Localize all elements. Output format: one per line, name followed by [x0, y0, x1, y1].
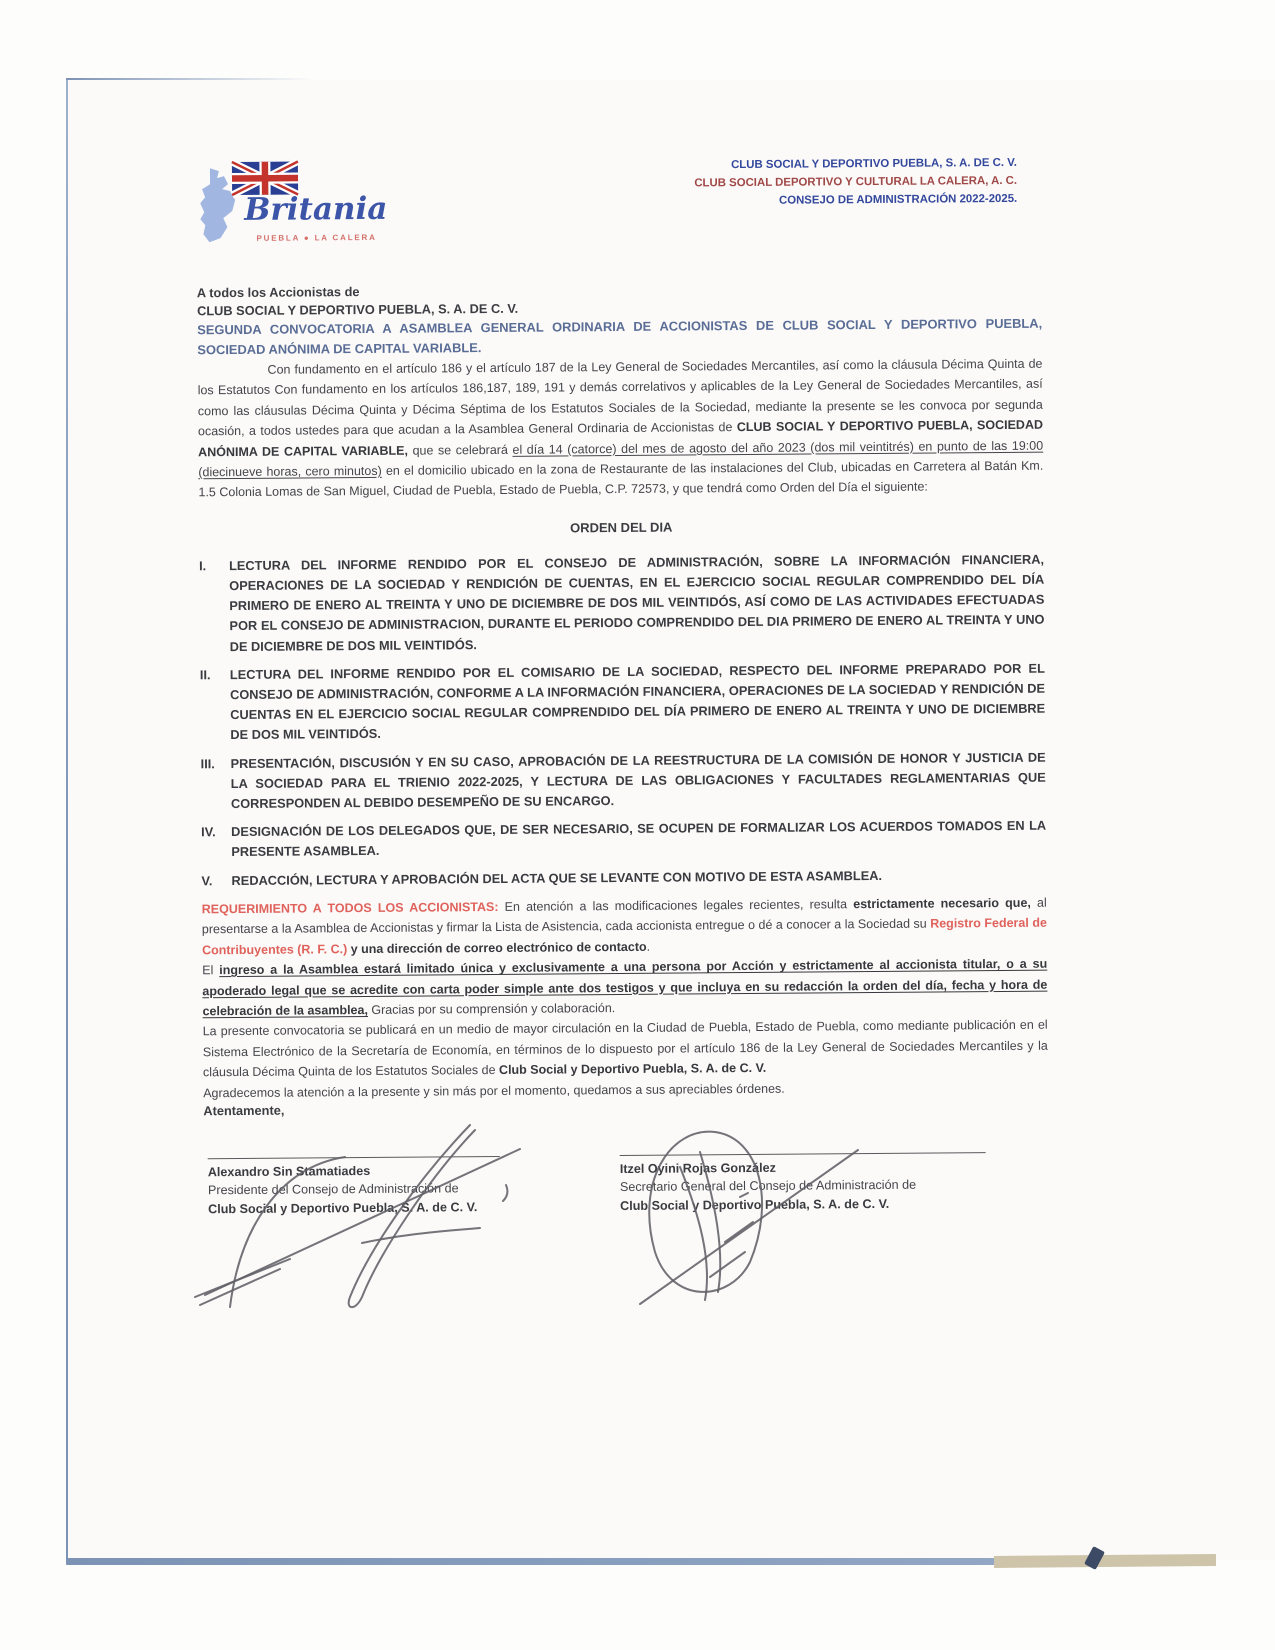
paper-edge-top — [66, 78, 316, 80]
addressee-intro: A todos los Accionistas de — [196, 284, 360, 301]
signatory-name: Alexandro Sin Stamatiades — [207, 1163, 371, 1180]
orden-item-number: III. — [200, 755, 215, 771]
letterhead-line-3: CONSEJO DE ADMINISTRACIÓN 2022-2025. — [778, 192, 1018, 207]
orden-item-text: PRESENTACIÓN, DISCUSIÓN Y EN SU CASO, APROBACIÓN DE LA REESTRUCTURA DE LA COMISIÓN DE HONOR Y JUSTICIA DE LA SOCIEDAD PARA EL TRIENIO 2022-2025, Y LECTURA DE LAS OBLIGACIONES Y FACULTADES REGLAMENTARIAS QUE CORRESPONDEN AL DEBIDO DESEMPEÑO DE SU ENCARGO. — [230, 749, 1046, 812]
signature-rule — [208, 1156, 500, 1159]
orden-item-number: V. — [201, 872, 213, 888]
signature-row — [204, 1152, 1049, 1219]
orden-item-text: REDACCIÓN, LECTURA Y APROBACIÓN DEL ACTA QUE SE LEVANTE CON MOTIVO DE ESTA ASAMBLEA. — [231, 867, 883, 888]
orden-item-5 — [201, 864, 1046, 891]
document-body — [196, 152, 1049, 1219]
union-jack-icon — [232, 162, 298, 196]
signatory-role: Presidente del Consejo de Administración de — [207, 1181, 459, 1198]
signature-rule — [620, 1152, 986, 1156]
orden-item-4 — [201, 816, 1046, 863]
publicacion-paragraph: La presente convocatoria se publicará en un medio de mayor circulación en la Ciudad de Puebla, Estado de Puebla, como mediante publicación en el Sistema Electrónico de la Secretaría de Economía, en términos de lo dispuesto por el artículo 186 de la Ley General de Sociedades Mercantiles y la cláusula Décima Quinta de los Estatutos Sociales de Club Social y Deportivo Puebla, S. A. de C. V. — [202, 1017, 1048, 1080]
scan-artifact-tan-strip — [994, 1554, 1216, 1568]
signature-block-president — [208, 1156, 500, 1219]
closing-line: Atentamente, — [203, 1102, 285, 1119]
letterhead-row — [196, 152, 1042, 253]
signatory-name: Itzel Oyini Rojas González — [619, 1160, 776, 1176]
signatory-company: Club Social y Deportivo Puebla, S. A. de C. V. — [208, 1200, 478, 1217]
orden-title: ORDEN DEL DIA — [570, 519, 673, 536]
signatory-company: Club Social y Deportivo Puebla, S. A. de C. V. — [620, 1196, 890, 1213]
requerimiento-paragraph: REQUERIMIENTO A TODOS LOS ACCIONISTAS: En atención a las modificaciones legales recientes, resulta estrictamente necesario que, al presentarse a la Asamblea de Accionistas y firmar la Lista de Asistencia, cada accionista entregue o dé a conocer a la Sociedad su Registro Federal de Contribuyentes (R. F. C.) y una dirección de correo electrónico de contacto. — [201, 895, 1047, 957]
subject-line: SEGUNDA CONVOCATORIA A ASAMBLEA GENERAL ORDINARIA DE ACCIONISTAS DE CLUB SOCIAL Y DEPORTIVO PUEBLA, SOCIEDAD ANÓNIMA DE CAPITAL VARIABLE. — [197, 315, 1043, 358]
orden-item-2 — [200, 659, 1046, 746]
orden-item-1 — [199, 550, 1045, 658]
addressee-company: CLUB SOCIAL Y DEPORTIVO PUEBLA, S. A. DE C. V. — [196, 300, 519, 319]
agradecimiento-line: Agradecemos la atención a la presente y sin más por el momento, quedamos a sus apreciables órdenes. — [203, 1081, 785, 1100]
paper-edge-bottom — [66, 1558, 996, 1565]
brand-text: Britania — [244, 190, 388, 228]
signature-block-secretary — [620, 1152, 986, 1215]
orden-item-text: LECTURA DEL INFORME RENDIDO POR EL CONSEJO DE ADMINISTRACIÓN, SOBRE LA INFORMACIÓN FINANCIERA, OPERACIONES DE LA SOCIEDAD Y RENDICIÓN DE CUENTAS, EN EL EJERCICIO SOCIAL REGULAR COMPRENDIDO DEL DÍA PRIMERO DE ENERO AL TREINTA Y UNO DE DICIEMBRE DE DOS MIL VEINTIDÓS, ASÍ COMO DE LAS ACTIVIDADES EFECTUADAS POR EL CONSEJO DE ADMINISTRACION, DURANTE EL PERIODO COMPRENDIDO DEL DIA PRIMERO DE ENERO AL TREINTA Y UNO DE DICIEMBRE DE DOS MIL VEINTIDÓS. — [228, 551, 1045, 654]
signatory-role: Secretario General del Consejo de Administración de — [619, 1178, 917, 1195]
brand-tagline: PUEBLA ● LA CALERA — [256, 232, 377, 243]
letterhead-right — [694, 154, 1017, 211]
ingreso-paragraph: El ingreso a la Asamblea estará limitado única y exclusivamente a una persona por Acción y estrictamente al accionista titular, o a su apoderado legal que se acredite con carta poder simple ante dos testigos y que incluya en su redacción la orden del día, fecha y hora de celebración de la asamblea, Gracias por su comprensión y colaboración. — [202, 956, 1048, 1019]
orden-item-text: DESIGNACIÓN DE LOS DELEGADOS QUE, DE SER NECESARIO, SE OCUPEN DE FORMALIZAR LOS ACUERDOS TOMADOS EN LA PRESENTE ASAMBLEA. — [231, 817, 1047, 860]
orden-item-3 — [201, 747, 1046, 814]
letterhead-line-2: CLUB SOCIAL DEPORTIVO Y CULTURAL LA CALERA, A. C. — [694, 174, 1018, 190]
orden-item-number: IV. — [201, 824, 216, 840]
orden-item-text: LECTURA DEL INFORME RENDIDO POR EL COMISARIO DE LA SOCIEDAD, RESPECTO DEL INFORME PREPARADO POR EL CONSEJO DE ADMINISTRACIÓN, CONFORME A LA INFORMACIÓN FINANCIERA, OPERACIONES DE LA SOCIEDAD Y RENDICIÓN DE CUENTAS EN EL EJERCICIO SOCIAL REGULAR COMPRENDIDO DEL DÍA PRIMERO DE ENERO AL TREINTA Y UNO DE DICIEMBRE DE DOS MIL VEINTIDÓS. — [229, 660, 1046, 743]
orden-item-number: I. — [198, 558, 207, 574]
britania-logo — [196, 157, 388, 252]
orden-item-number: II. — [199, 667, 211, 683]
orden-list — [199, 550, 1047, 892]
intro-paragraph: Con fundamento en el artículo 186 y el artículo 187 de la Ley General de Sociedades Mercantiles, así como la cláusula Décima Quinta de los Estatutos Con fundamento en los artículos 186,187, 189, 191 y demás correlativos y aplicables de la Ley General de Sociedades Mercantiles, así como las cláusulas Décima Quinta y Décima Séptima de los Estatutos Sociales de la Sociedad, mediante la presente se les convoca por segunda ocasión, a todos ustedes para que acudan a la Asamblea General Ordinaria de Accionistas de CLUB SOCIAL Y DEPORTIVO PUEBLA, SOCIEDAD ANÓNIMA DE CAPITAL VARIABLE, que se celebrará el día 14 (catorce) del mes de agosto del año 2023 (dos mil veintitrés) en punto de las 19:00 (diecinueve horas, cero minutos) en el domicilio ubicado en la zona de Restaurante de las instalaciones del Club, ubicadas en Carretera al Batán Km. 1.5 Colonia Lomas de San Miguel, Ciudad de Puebla, Estado de Puebla, C.P. 72573, y que tendrá como Orden del Día el siguiente: — [197, 356, 1044, 500]
paper-edge-left — [66, 78, 68, 1564]
letterhead-line-1: CLUB SOCIAL Y DEPORTIVO PUEBLA, S. A. DE C. V. — [730, 156, 1017, 172]
